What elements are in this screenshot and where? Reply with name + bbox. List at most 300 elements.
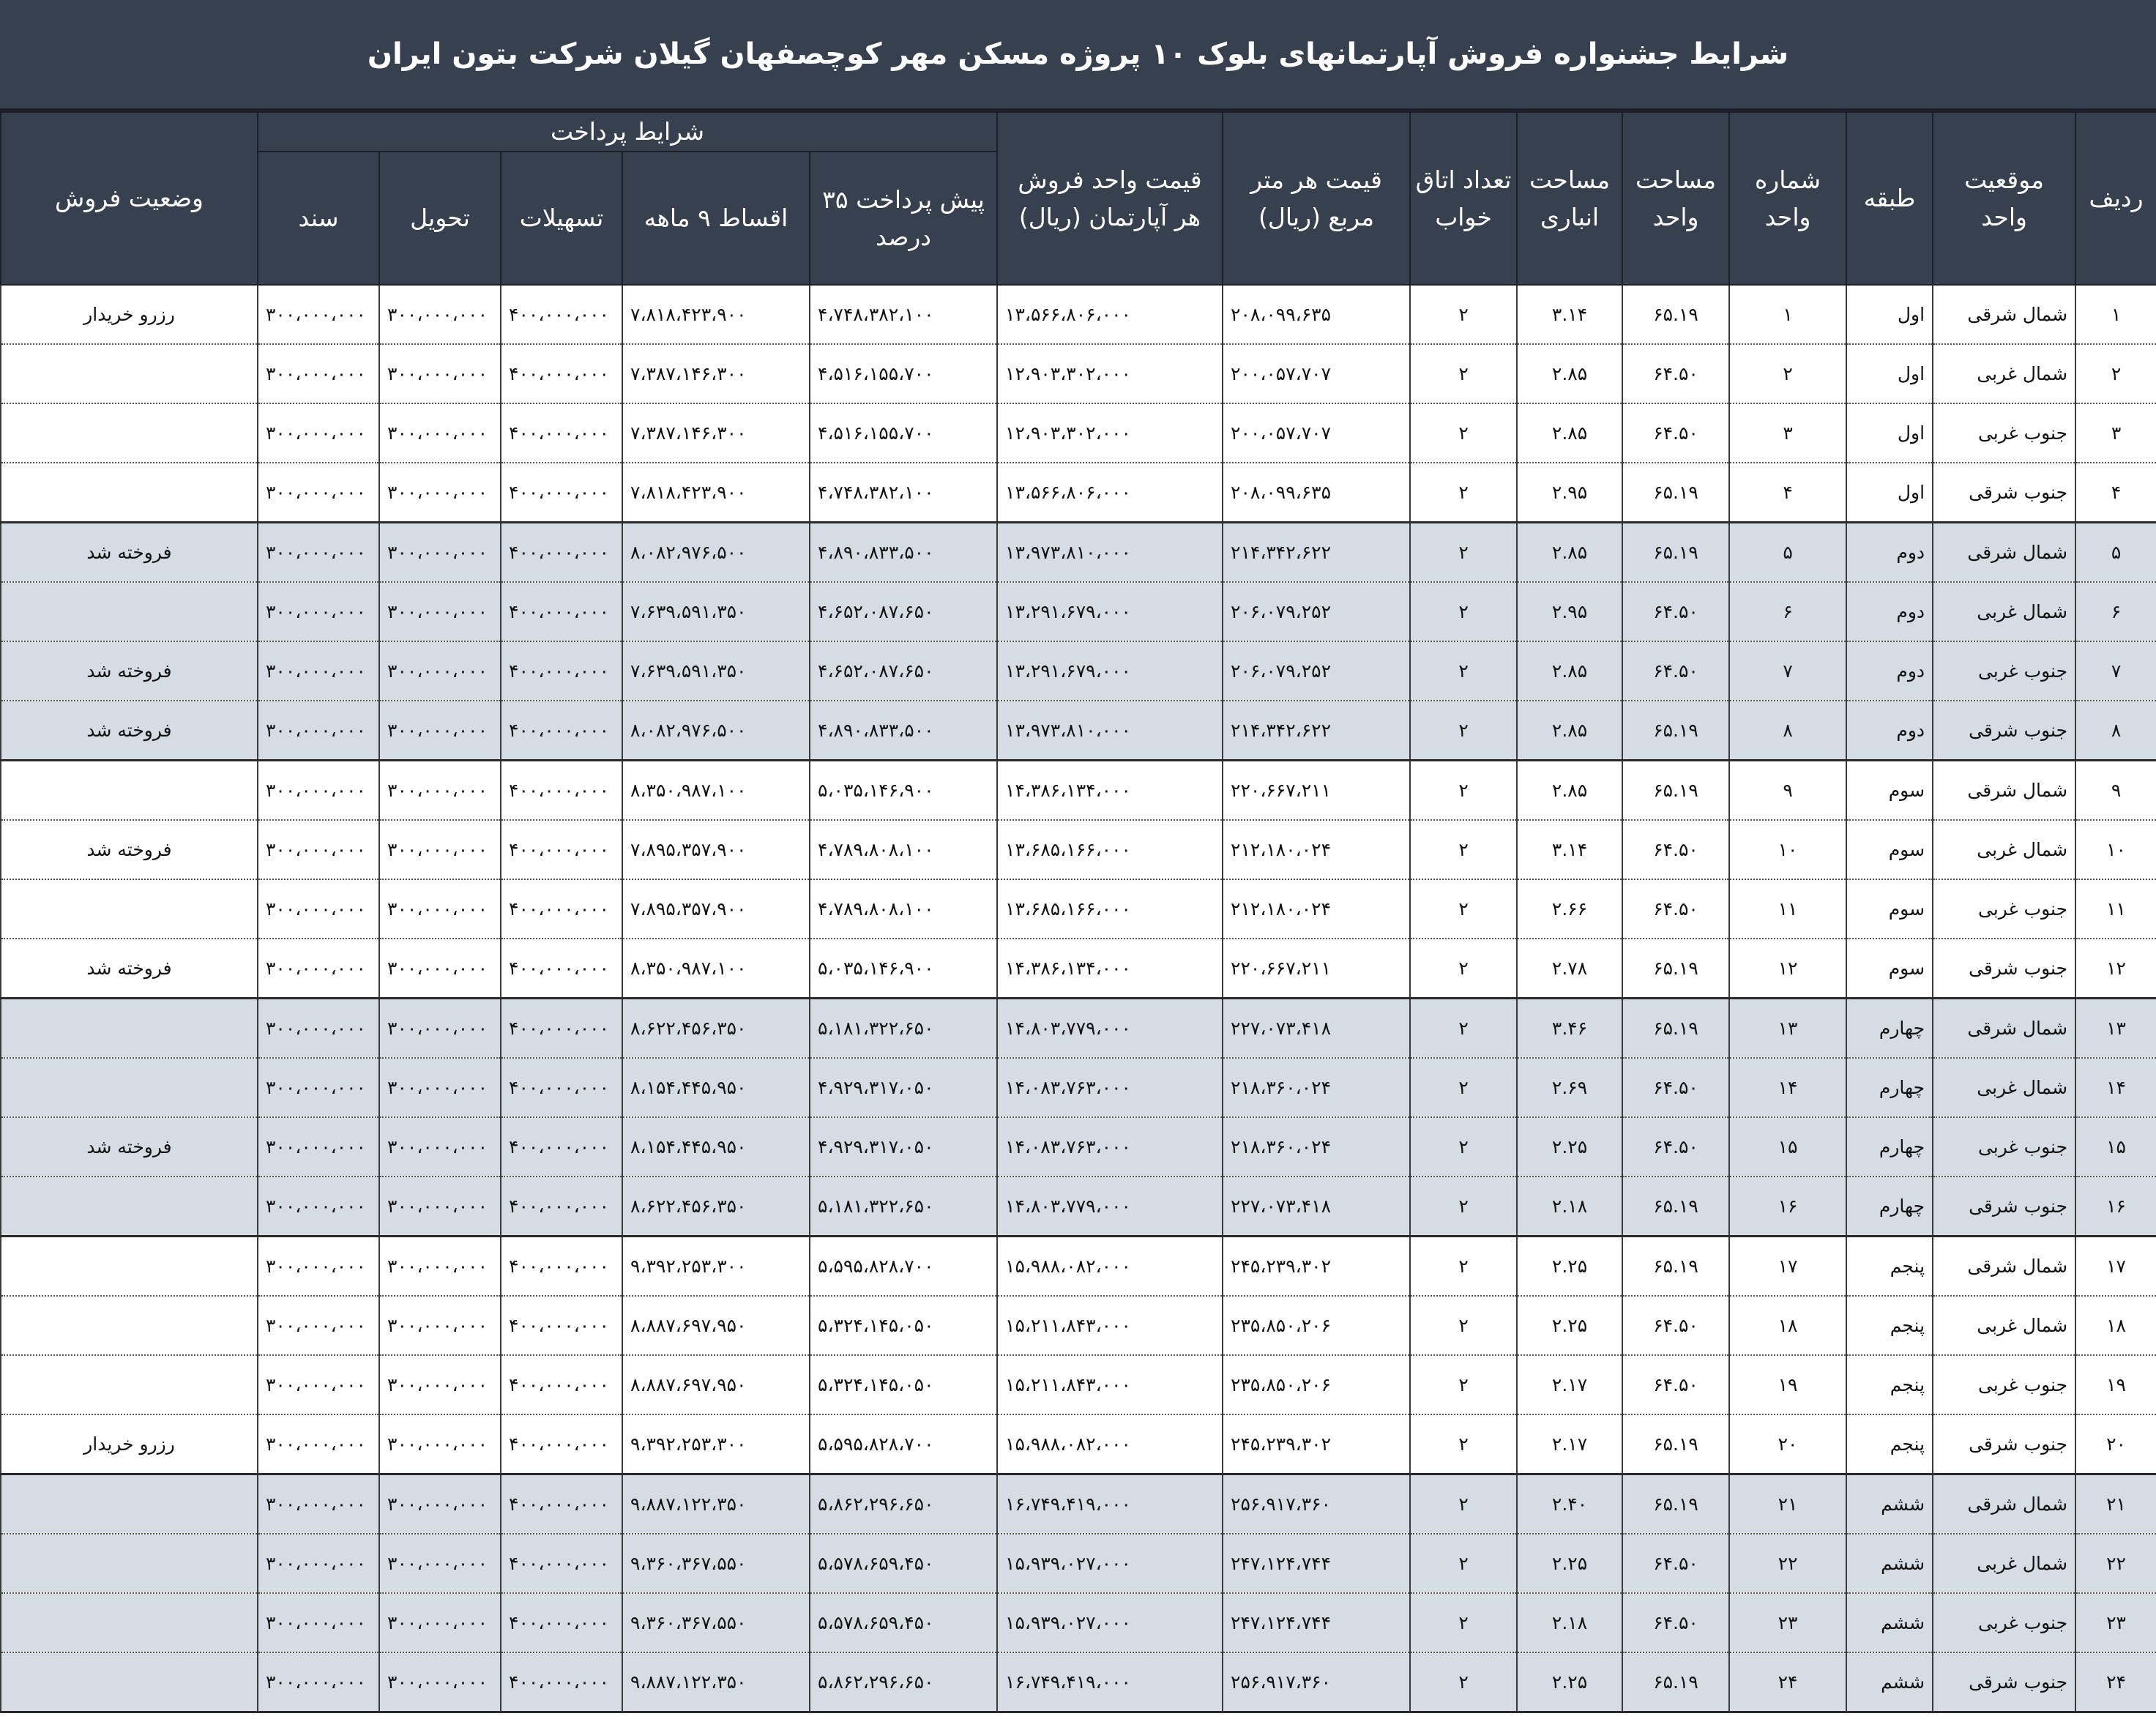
cell-price-per-sqm: ۲۴۷،۱۲۴،۷۴۴ (1223, 1534, 1410, 1593)
cell-delivery: ۳۰۰،۰۰۰،۰۰۰ (379, 1177, 501, 1237)
table-row (1, 999, 2156, 1059)
cell-storage-area: ۲.۱۷ (1517, 1414, 1622, 1474)
cell-location: شمال شرقی (1933, 285, 2075, 344)
cell-unit-area: ۶۴.۵۰ (1622, 582, 1729, 641)
cell-installments: ۹،۳۶۰،۳۶۷،۵۵۰ (622, 1593, 810, 1652)
cell-sale-status (1, 1177, 258, 1237)
cell-delivery: ۳۰۰،۰۰۰،۰۰۰ (379, 582, 501, 641)
table-row (1, 1296, 2156, 1355)
cell-location: جنوب غربی (1933, 1117, 2075, 1177)
cell-price-per-sqm: ۲۳۵،۸۵۰،۲۰۶ (1223, 1355, 1410, 1414)
cell-bedrooms: ۲ (1410, 285, 1517, 344)
cell-delivery: ۳۰۰،۰۰۰،۰۰۰ (379, 523, 501, 583)
cell-prepayment: ۴،۷۴۸،۳۸۲،۱۰۰ (810, 463, 997, 523)
cell-location: جنوب شرقی (1933, 939, 2075, 999)
cell-unit-price: ۱۳،۲۹۱،۶۷۹،۰۰۰ (997, 582, 1223, 641)
cell-unit-area: ۶۵.۱۹ (1622, 1474, 1729, 1535)
cell-facilities: ۴۰۰،۰۰۰،۰۰۰ (501, 761, 622, 821)
cell-row-number: ۱۰ (2075, 820, 2156, 879)
cell-row-number: ۲۲ (2075, 1534, 2156, 1593)
table-row (1, 344, 2156, 403)
cell-prepayment: ۵،۳۲۴،۱۴۵،۰۵۰ (810, 1355, 997, 1414)
cell-price-per-sqm: ۲۴۷،۱۲۴،۷۴۴ (1223, 1593, 1410, 1652)
cell-installments: ۷،۶۳۹،۵۹۱،۳۵۰ (622, 582, 810, 641)
cell-facilities: ۴۰۰،۰۰۰،۰۰۰ (501, 1058, 622, 1117)
cell-sale-status (1, 463, 258, 523)
cell-price-per-sqm: ۲۲۰،۶۶۷،۲۱۱ (1223, 939, 1410, 999)
cell-prepayment: ۴،۹۲۹،۳۱۷،۰۵۰ (810, 1117, 997, 1177)
header-unit-number: شماره واحد (1729, 112, 1846, 285)
cell-unit-number: ۶ (1729, 582, 1846, 641)
cell-prepayment: ۴،۷۴۸،۳۸۲،۱۰۰ (810, 285, 997, 344)
cell-unit-number: ۲۰ (1729, 1414, 1846, 1474)
cell-floor: سوم (1846, 761, 1933, 821)
cell-prepayment: ۵،۳۲۴،۱۴۵،۰۵۰ (810, 1296, 997, 1355)
cell-floor: چهارم (1846, 1117, 1933, 1177)
cell-floor: پنجم (1846, 1296, 1933, 1355)
cell-deed: ۳۰۰،۰۰۰،۰۰۰ (258, 1534, 379, 1593)
cell-prepayment: ۴،۶۵۲،۰۸۷،۶۵۰ (810, 582, 997, 641)
cell-row-number: ۲ (2075, 344, 2156, 403)
cell-unit-area: ۶۵.۱۹ (1622, 701, 1729, 761)
cell-bedrooms: ۲ (1410, 1177, 1517, 1237)
cell-bedrooms: ۲ (1410, 523, 1517, 583)
cell-installments: ۸،۸۸۷،۶۹۷،۹۵۰ (622, 1296, 810, 1355)
cell-storage-area: ۲.۱۸ (1517, 1177, 1622, 1237)
table-row (1, 1534, 2156, 1593)
cell-deed: ۳۰۰،۰۰۰،۰۰۰ (258, 939, 379, 999)
cell-bedrooms: ۲ (1410, 820, 1517, 879)
cell-delivery: ۳۰۰،۰۰۰،۰۰۰ (379, 1593, 501, 1652)
cell-facilities: ۴۰۰،۰۰۰،۰۰۰ (501, 999, 622, 1059)
cell-facilities: ۴۰۰،۰۰۰،۰۰۰ (501, 701, 622, 761)
cell-location: جنوب غربی (1933, 403, 2075, 463)
cell-unit-price: ۱۵،۲۱۱،۸۴۳،۰۰۰ (997, 1355, 1223, 1414)
cell-row-number: ۱۷ (2075, 1237, 2156, 1297)
cell-facilities: ۴۰۰،۰۰۰،۰۰۰ (501, 285, 622, 344)
cell-facilities: ۴۰۰،۰۰۰،۰۰۰ (501, 1296, 622, 1355)
cell-floor: ششم (1846, 1534, 1933, 1593)
cell-floor: اول (1846, 403, 1933, 463)
cell-delivery: ۳۰۰،۰۰۰،۰۰۰ (379, 1534, 501, 1593)
cell-storage-area: ۲.۶۹ (1517, 1058, 1622, 1117)
cell-deed: ۳۰۰،۰۰۰،۰۰۰ (258, 344, 379, 403)
cell-floor: اول (1846, 344, 1933, 403)
cell-location: جنوب شرقی (1933, 701, 2075, 761)
cell-row-number: ۲۳ (2075, 1593, 2156, 1652)
cell-sale-status (1, 1534, 258, 1593)
cell-sale-status: فروخته شد (1, 523, 258, 583)
cell-bedrooms: ۲ (1410, 701, 1517, 761)
cell-bedrooms: ۲ (1410, 344, 1517, 403)
cell-price-per-sqm: ۲۲۷،۰۷۳،۴۱۸ (1223, 1177, 1410, 1237)
cell-prepayment: ۵،۸۶۲،۲۹۶،۶۵۰ (810, 1652, 997, 1712)
cell-unit-price: ۱۳،۲۹۱،۶۷۹،۰۰۰ (997, 641, 1223, 701)
cell-prepayment: ۵،۰۳۵،۱۴۶،۹۰۰ (810, 939, 997, 999)
table-row (1, 701, 2156, 761)
cell-unit-number: ۱۷ (1729, 1237, 1846, 1297)
cell-row-number: ۲۰ (2075, 1414, 2156, 1474)
cell-price-per-sqm: ۲۰۶،۰۷۹،۲۵۲ (1223, 582, 1410, 641)
table-row (1, 820, 2156, 879)
cell-deed: ۳۰۰،۰۰۰،۰۰۰ (258, 523, 379, 583)
cell-price-per-sqm: ۲۱۲،۱۸۰،۰۲۴ (1223, 820, 1410, 879)
cell-storage-area: ۳.۱۴ (1517, 285, 1622, 344)
cell-floor: چهارم (1846, 1058, 1933, 1117)
cell-prepayment: ۵،۰۳۵،۱۴۶،۹۰۰ (810, 761, 997, 821)
cell-location: شمال شرقی (1933, 1237, 2075, 1297)
cell-unit-number: ۱۳ (1729, 999, 1846, 1059)
cell-bedrooms: ۲ (1410, 1117, 1517, 1177)
cell-floor: ششم (1846, 1474, 1933, 1535)
cell-deed: ۳۰۰،۰۰۰،۰۰۰ (258, 701, 379, 761)
cell-unit-price: ۱۴،۰۸۳،۷۶۳،۰۰۰ (997, 1058, 1223, 1117)
cell-sale-status (1, 344, 258, 403)
cell-storage-area: ۲.۲۵ (1517, 1534, 1622, 1593)
cell-storage-area: ۲.۹۵ (1517, 582, 1622, 641)
cell-location: شمال شرقی (1933, 761, 2075, 821)
cell-sale-status (1, 403, 258, 463)
cell-delivery: ۳۰۰،۰۰۰،۰۰۰ (379, 761, 501, 821)
header-sale-status: وضعیت فروش (1, 112, 258, 285)
header-storage-area: مساحت انباری (1517, 112, 1622, 285)
cell-deed: ۳۰۰،۰۰۰،۰۰۰ (258, 1117, 379, 1177)
cell-installments: ۷،۸۱۸،۴۲۳،۹۰۰ (622, 285, 810, 344)
cell-unit-price: ۱۴،۸۰۳،۷۷۹،۰۰۰ (997, 999, 1223, 1059)
cell-delivery: ۳۰۰،۰۰۰،۰۰۰ (379, 879, 501, 939)
header-unit-area: مساحت واحد (1622, 112, 1729, 285)
cell-price-per-sqm: ۲۳۵،۸۵۰،۲۰۶ (1223, 1296, 1410, 1355)
cell-facilities: ۴۰۰،۰۰۰،۰۰۰ (501, 403, 622, 463)
cell-facilities: ۴۰۰،۰۰۰،۰۰۰ (501, 641, 622, 701)
cell-storage-area: ۲.۷۸ (1517, 939, 1622, 999)
cell-delivery: ۳۰۰،۰۰۰،۰۰۰ (379, 701, 501, 761)
cell-deed: ۳۰۰،۰۰۰،۰۰۰ (258, 1414, 379, 1474)
cell-sale-status (1, 1355, 258, 1414)
cell-unit-area: ۶۴.۵۰ (1622, 1058, 1729, 1117)
cell-row-number: ۷ (2075, 641, 2156, 701)
cell-price-per-sqm: ۲۱۲،۱۸۰،۰۲۴ (1223, 879, 1410, 939)
cell-prepayment: ۴،۷۸۹،۸۰۸،۱۰۰ (810, 879, 997, 939)
cell-storage-area: ۲.۸۵ (1517, 641, 1622, 701)
cell-floor: دوم (1846, 701, 1933, 761)
cell-floor: اول (1846, 285, 1933, 344)
header-facilities: تسهیلات (501, 152, 622, 285)
cell-prepayment: ۴،۸۹۰،۸۳۳،۵۰۰ (810, 701, 997, 761)
cell-prepayment: ۵،۱۸۱،۳۲۲،۶۵۰ (810, 1177, 997, 1237)
cell-installments: ۹،۳۹۲،۲۵۳،۳۰۰ (622, 1237, 810, 1297)
cell-sale-status: فروخته شد (1, 701, 258, 761)
cell-unit-number: ۱۶ (1729, 1177, 1846, 1237)
cell-unit-price: ۱۳،۵۶۶،۸۰۶،۰۰۰ (997, 285, 1223, 344)
table-row (1, 1652, 2156, 1712)
cell-price-per-sqm: ۲۴۵،۲۳۹،۳۰۲ (1223, 1414, 1410, 1474)
cell-sale-status (1, 582, 258, 641)
cell-bedrooms: ۲ (1410, 1474, 1517, 1535)
cell-floor: پنجم (1846, 1355, 1933, 1414)
cell-prepayment: ۵،۸۶۲،۲۹۶،۶۵۰ (810, 1474, 997, 1535)
cell-floor: ششم (1846, 1593, 1933, 1652)
cell-delivery: ۳۰۰،۰۰۰،۰۰۰ (379, 820, 501, 879)
cell-price-per-sqm: ۲۴۵،۲۳۹،۳۰۲ (1223, 1237, 1410, 1297)
cell-deed: ۳۰۰،۰۰۰،۰۰۰ (258, 999, 379, 1059)
cell-installments: ۸،۳۵۰،۹۸۷،۱۰۰ (622, 939, 810, 999)
cell-storage-area: ۳.۱۴ (1517, 820, 1622, 879)
header-payment-terms: شرایط پرداخت (258, 112, 997, 152)
cell-unit-price: ۱۳،۹۷۳،۸۱۰،۰۰۰ (997, 523, 1223, 583)
cell-floor: چهارم (1846, 1177, 1933, 1237)
cell-row-number: ۱۸ (2075, 1296, 2156, 1355)
cell-unit-number: ۷ (1729, 641, 1846, 701)
cell-unit-area: ۶۴.۵۰ (1622, 1534, 1729, 1593)
header-deed: سند (258, 152, 379, 285)
cell-facilities: ۴۰۰،۰۰۰،۰۰۰ (501, 1534, 622, 1593)
cell-row-number: ۳ (2075, 403, 2156, 463)
cell-price-per-sqm: ۲۱۸،۳۶۰،۰۲۴ (1223, 1058, 1410, 1117)
cell-sale-status: فروخته شد (1, 641, 258, 701)
cell-installments: ۷،۳۸۷،۱۴۶،۳۰۰ (622, 403, 810, 463)
cell-location: جنوب شرقی (1933, 1414, 2075, 1474)
cell-floor: ششم (1846, 1652, 1933, 1712)
cell-price-per-sqm: ۲۵۶،۹۱۷،۳۶۰ (1223, 1474, 1410, 1535)
cell-unit-number: ۹ (1729, 761, 1846, 821)
cell-delivery: ۳۰۰،۰۰۰،۰۰۰ (379, 463, 501, 523)
cell-floor: سوم (1846, 820, 1933, 879)
table-row (1, 1177, 2156, 1237)
cell-bedrooms: ۲ (1410, 641, 1517, 701)
cell-row-number: ۱۱ (2075, 879, 2156, 939)
cell-sale-status (1, 761, 258, 821)
cell-delivery: ۳۰۰،۰۰۰،۰۰۰ (379, 939, 501, 999)
table-row (1, 1117, 2156, 1177)
cell-unit-area: ۶۵.۱۹ (1622, 523, 1729, 583)
cell-delivery: ۳۰۰،۰۰۰،۰۰۰ (379, 999, 501, 1059)
header-row-number: ردیف (2075, 112, 2156, 285)
cell-storage-area: ۲.۱۸ (1517, 1593, 1622, 1652)
cell-sale-status: رزرو خریدار (1, 1414, 258, 1474)
cell-deed: ۳۰۰،۰۰۰،۰۰۰ (258, 582, 379, 641)
cell-unit-area: ۶۴.۵۰ (1622, 641, 1729, 701)
cell-prepayment: ۴،۷۸۹،۸۰۸،۱۰۰ (810, 820, 997, 879)
cell-bedrooms: ۲ (1410, 582, 1517, 641)
cell-unit-price: ۱۳،۶۸۵،۱۶۶،۰۰۰ (997, 820, 1223, 879)
cell-delivery: ۳۰۰،۰۰۰،۰۰۰ (379, 1058, 501, 1117)
cell-prepayment: ۴،۵۱۶،۱۵۵،۷۰۰ (810, 403, 997, 463)
cell-unit-number: ۳ (1729, 403, 1846, 463)
cell-bedrooms: ۲ (1410, 1237, 1517, 1297)
cell-delivery: ۳۰۰،۰۰۰،۰۰۰ (379, 1296, 501, 1355)
cell-location: جنوب شرقی (1933, 1652, 2075, 1712)
cell-location: شمال شرقی (1933, 523, 2075, 583)
cell-prepayment: ۵،۵۹۵،۸۲۸،۷۰۰ (810, 1414, 997, 1474)
cell-unit-price: ۱۲،۹۰۳،۳۰۲،۰۰۰ (997, 403, 1223, 463)
cell-price-per-sqm: ۲۲۷،۰۷۳،۴۱۸ (1223, 999, 1410, 1059)
cell-unit-number: ۱۹ (1729, 1355, 1846, 1414)
cell-delivery: ۳۰۰،۰۰۰،۰۰۰ (379, 1474, 501, 1535)
cell-facilities: ۴۰۰،۰۰۰،۰۰۰ (501, 582, 622, 641)
cell-unit-area: ۶۴.۵۰ (1622, 403, 1729, 463)
cell-location: جنوب غربی (1933, 641, 2075, 701)
cell-installments: ۸،۶۲۲،۴۵۶،۳۵۰ (622, 1177, 810, 1237)
cell-storage-area: ۲.۲۵ (1517, 1237, 1622, 1297)
cell-floor: چهارم (1846, 999, 1933, 1059)
cell-installments: ۷،۸۱۸،۴۲۳،۹۰۰ (622, 463, 810, 523)
cell-deed: ۳۰۰،۰۰۰،۰۰۰ (258, 1652, 379, 1712)
cell-bedrooms: ۲ (1410, 1593, 1517, 1652)
cell-deed: ۳۰۰،۰۰۰،۰۰۰ (258, 641, 379, 701)
cell-prepayment: ۵،۵۷۸،۶۵۹،۴۵۰ (810, 1534, 997, 1593)
cell-unit-number: ۲۴ (1729, 1652, 1846, 1712)
cell-prepayment: ۵،۵۷۸،۶۵۹،۴۵۰ (810, 1593, 997, 1652)
cell-location: شمال غربی (1933, 344, 2075, 403)
cell-installments: ۷،۶۳۹،۵۹۱،۳۵۰ (622, 641, 810, 701)
cell-price-per-sqm: ۲۱۴،۳۴۲،۶۲۲ (1223, 701, 1410, 761)
cell-installments: ۷،۸۹۵،۳۵۷،۹۰۰ (622, 879, 810, 939)
cell-location: شمال غربی (1933, 1534, 2075, 1593)
cell-location: شمال غربی (1933, 820, 2075, 879)
cell-installments: ۹،۸۸۷،۱۲۲،۳۵۰ (622, 1652, 810, 1712)
cell-location: جنوب غربی (1933, 879, 2075, 939)
cell-installments: ۷،۳۸۷،۱۴۶،۳۰۰ (622, 344, 810, 403)
cell-unit-area: ۶۴.۵۰ (1622, 820, 1729, 879)
cell-unit-number: ۸ (1729, 701, 1846, 761)
cell-installments: ۹،۸۸۷،۱۲۲،۳۵۰ (622, 1474, 810, 1535)
table-row (1, 1237, 2156, 1297)
cell-price-per-sqm: ۲۲۰،۶۶۷،۲۱۱ (1223, 761, 1410, 821)
cell-sale-status: رزرو خریدار (1, 285, 258, 344)
cell-bedrooms: ۲ (1410, 1296, 1517, 1355)
sales-table (0, 111, 2156, 1713)
table-row (1, 285, 2156, 344)
cell-facilities: ۴۰۰،۰۰۰،۰۰۰ (501, 1237, 622, 1297)
cell-deed: ۳۰۰،۰۰۰،۰۰۰ (258, 1237, 379, 1297)
cell-bedrooms: ۲ (1410, 1652, 1517, 1712)
cell-floor: پنجم (1846, 1414, 1933, 1474)
cell-deed: ۳۰۰،۰۰۰،۰۰۰ (258, 1474, 379, 1535)
cell-facilities: ۴۰۰،۰۰۰،۰۰۰ (501, 1117, 622, 1177)
cell-location: شمال غربی (1933, 582, 2075, 641)
header-delivery: تحویل (379, 152, 501, 285)
header-row-1 (1, 112, 2156, 152)
cell-storage-area: ۲.۱۷ (1517, 1355, 1622, 1414)
cell-floor: پنجم (1846, 1237, 1933, 1297)
cell-unit-price: ۱۵،۹۳۹،۰۲۷،۰۰۰ (997, 1534, 1223, 1593)
table-row (1, 463, 2156, 523)
cell-storage-area: ۲.۴۰ (1517, 1474, 1622, 1535)
header-price-per-sqm: قیمت هر متر مربع (ریال) (1223, 112, 1410, 285)
cell-facilities: ۴۰۰،۰۰۰،۰۰۰ (501, 463, 622, 523)
cell-installments: ۷،۸۹۵،۳۵۷،۹۰۰ (622, 820, 810, 879)
cell-facilities: ۴۰۰،۰۰۰،۰۰۰ (501, 820, 622, 879)
cell-unit-price: ۱۵،۹۳۹،۰۲۷،۰۰۰ (997, 1593, 1223, 1652)
table-row (1, 641, 2156, 701)
cell-bedrooms: ۲ (1410, 1058, 1517, 1117)
cell-unit-area: ۶۴.۵۰ (1622, 344, 1729, 403)
cell-unit-number: ۲۳ (1729, 1593, 1846, 1652)
cell-floor: دوم (1846, 641, 1933, 701)
cell-floor: سوم (1846, 879, 1933, 939)
cell-location: شمال شرقی (1933, 1474, 2075, 1535)
cell-unit-area: ۶۵.۱۹ (1622, 761, 1729, 821)
cell-sale-status (1, 879, 258, 939)
cell-bedrooms: ۲ (1410, 1414, 1517, 1474)
cell-unit-number: ۱۸ (1729, 1296, 1846, 1355)
cell-location: جنوب غربی (1933, 1355, 2075, 1414)
cell-bedrooms: ۲ (1410, 463, 1517, 523)
table-row (1, 582, 2156, 641)
cell-unit-price: ۱۵،۹۸۸،۰۸۲،۰۰۰ (997, 1237, 1223, 1297)
cell-location: جنوب غربی (1933, 1593, 2075, 1652)
table-row (1, 1058, 2156, 1117)
cell-sale-status (1, 1296, 258, 1355)
cell-bedrooms: ۲ (1410, 879, 1517, 939)
cell-bedrooms: ۲ (1410, 939, 1517, 999)
cell-sale-status (1, 1237, 258, 1297)
cell-delivery: ۳۰۰،۰۰۰،۰۰۰ (379, 1414, 501, 1474)
cell-delivery: ۳۰۰،۰۰۰،۰۰۰ (379, 1355, 501, 1414)
cell-unit-area: ۶۵.۱۹ (1622, 1652, 1729, 1712)
header-bedrooms: تعداد اتاق خواب (1410, 112, 1517, 285)
cell-row-number: ۶ (2075, 582, 2156, 641)
cell-price-per-sqm: ۲۰۸،۰۹۹،۶۳۵ (1223, 463, 1410, 523)
cell-unit-area: ۶۴.۵۰ (1622, 1117, 1729, 1177)
cell-deed: ۳۰۰،۰۰۰،۰۰۰ (258, 463, 379, 523)
cell-unit-area: ۶۴.۵۰ (1622, 1296, 1729, 1355)
cell-unit-price: ۱۲،۹۰۳،۳۰۲،۰۰۰ (997, 344, 1223, 403)
cell-deed: ۳۰۰،۰۰۰،۰۰۰ (258, 285, 379, 344)
cell-unit-price: ۱۶،۷۴۹،۴۱۹،۰۰۰ (997, 1652, 1223, 1712)
cell-unit-number: ۱۴ (1729, 1058, 1846, 1117)
cell-location: شمال غربی (1933, 1058, 2075, 1117)
cell-row-number: ۱۴ (2075, 1058, 2156, 1117)
cell-unit-number: ۲۱ (1729, 1474, 1846, 1535)
cell-location: جنوب شرقی (1933, 463, 2075, 523)
cell-facilities: ۴۰۰،۰۰۰،۰۰۰ (501, 1652, 622, 1712)
cell-unit-area: ۶۵.۱۹ (1622, 1177, 1729, 1237)
cell-unit-area: ۶۵.۱۹ (1622, 1237, 1729, 1297)
cell-sale-status: فروخته شد (1, 820, 258, 879)
cell-installments: ۸،۶۲۲،۴۵۶،۳۵۰ (622, 999, 810, 1059)
cell-prepayment: ۴،۸۹۰،۸۳۳،۵۰۰ (810, 523, 997, 583)
cell-row-number: ۲۴ (2075, 1652, 2156, 1712)
cell-facilities: ۴۰۰،۰۰۰،۰۰۰ (501, 1474, 622, 1535)
cell-prepayment: ۵،۱۸۱،۳۲۲،۶۵۰ (810, 999, 997, 1059)
cell-sale-status (1, 1474, 258, 1535)
cell-unit-area: ۶۵.۱۹ (1622, 939, 1729, 999)
cell-sale-status (1, 999, 258, 1059)
cell-row-number: ۱۵ (2075, 1117, 2156, 1177)
cell-row-number: ۱۹ (2075, 1355, 2156, 1414)
cell-row-number: ۱۳ (2075, 999, 2156, 1059)
cell-floor: دوم (1846, 523, 1933, 583)
cell-facilities: ۴۰۰،۰۰۰،۰۰۰ (501, 1177, 622, 1237)
cell-unit-number: ۱۰ (1729, 820, 1846, 879)
cell-unit-price: ۱۴،۰۸۳،۷۶۳،۰۰۰ (997, 1117, 1223, 1177)
cell-bedrooms: ۲ (1410, 1355, 1517, 1414)
cell-unit-area: ۶۴.۵۰ (1622, 1593, 1729, 1652)
cell-row-number: ۱۶ (2075, 1177, 2156, 1237)
cell-delivery: ۳۰۰،۰۰۰،۰۰۰ (379, 344, 501, 403)
cell-deed: ۳۰۰،۰۰۰،۰۰۰ (258, 879, 379, 939)
cell-deed: ۳۰۰،۰۰۰،۰۰۰ (258, 1058, 379, 1117)
cell-installments: ۸،۰۸۲،۹۷۶،۵۰۰ (622, 523, 810, 583)
cell-installments: ۹،۳۶۰،۳۶۷،۵۵۰ (622, 1534, 810, 1593)
cell-storage-area: ۲.۲۵ (1517, 1652, 1622, 1712)
cell-storage-area: ۲.۹۵ (1517, 463, 1622, 523)
cell-facilities: ۴۰۰،۰۰۰،۰۰۰ (501, 523, 622, 583)
cell-storage-area: ۲.۸۵ (1517, 344, 1622, 403)
cell-installments: ۹،۳۹۲،۲۵۳،۳۰۰ (622, 1414, 810, 1474)
